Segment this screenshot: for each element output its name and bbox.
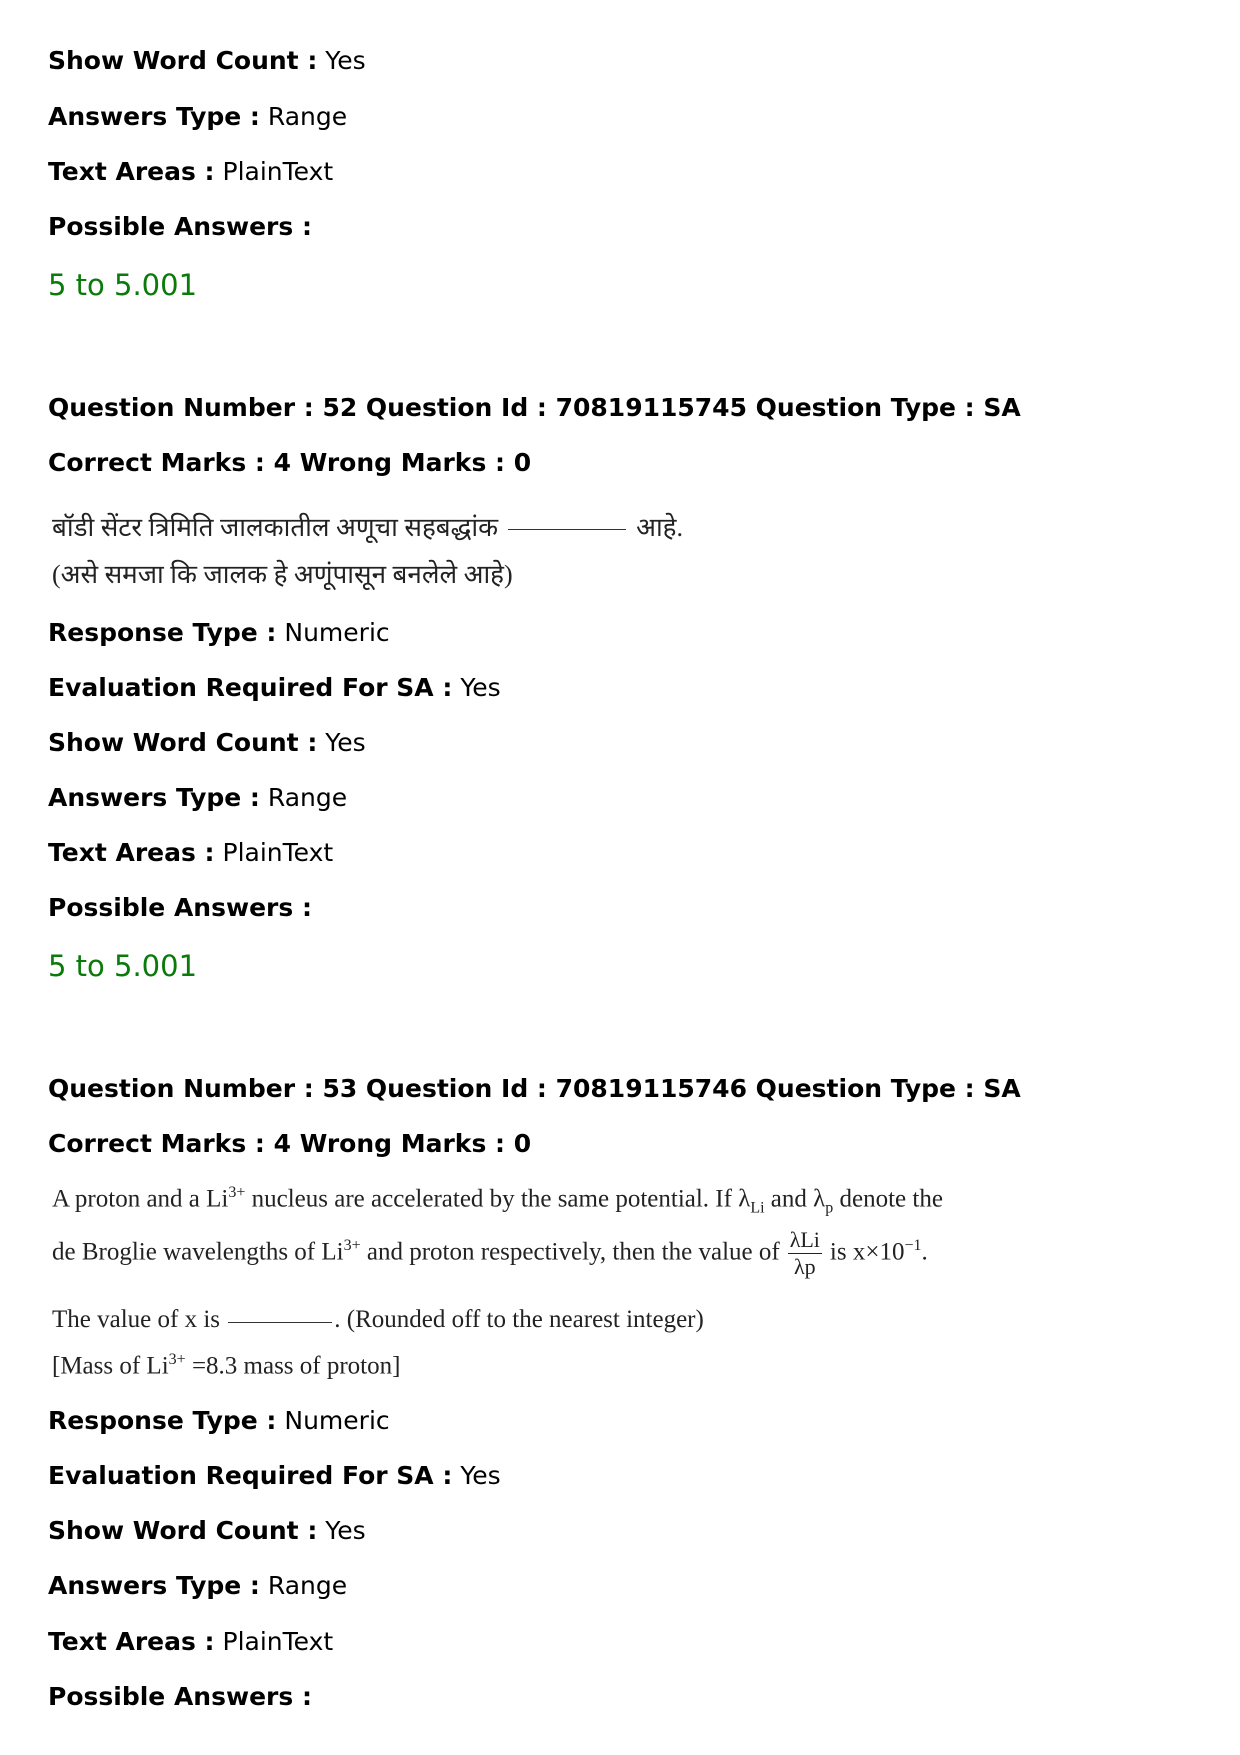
superscript: 3+ (343, 1237, 361, 1254)
evaluation-row (48, 671, 501, 705)
field-label: Show Word Count : (48, 1516, 318, 1545)
question-text-line (52, 506, 683, 550)
question-text: A proton and a Li (52, 1185, 229, 1213)
question-text: de Broglie wavelengths of Li (52, 1238, 344, 1266)
possible-answer-value: 5 to 5.001 (48, 949, 198, 983)
field-label: Show Word Count : (48, 46, 318, 75)
field-label: Possible Answers : (48, 893, 312, 922)
field-label: Text Areas : (48, 1627, 215, 1656)
response-type-row (48, 616, 390, 650)
field-label: Answers Type : (48, 783, 260, 812)
field-label: Possible Answers : (48, 212, 312, 241)
possible-answer-value: 5 to 5.001 (48, 268, 198, 302)
superscript: 3+ (228, 1184, 246, 1201)
question-text: बॉडी सेंटर त्रिमिति जालकातील अणूचा सहबद्धांक (52, 513, 499, 542)
field-label: Show Word Count : (48, 728, 318, 757)
show-word-count-row (48, 1514, 366, 1548)
field-label: Answers Type : (48, 102, 260, 131)
field-value: Range (267, 102, 348, 131)
question-text: आहे. (636, 513, 683, 542)
field-value: Yes (460, 1461, 501, 1490)
superscript: −1 (904, 1237, 922, 1254)
subscript: Li (750, 1199, 765, 1217)
field-label: Evaluation Required For SA : (48, 1461, 453, 1490)
question-text: is x×10 (829, 1238, 905, 1266)
question-text: . (921, 1238, 928, 1266)
answers-type-row (48, 781, 347, 815)
field-label: Response Type : (48, 618, 277, 647)
question-text: [Mass of Li (52, 1352, 169, 1380)
field-label: Possible Answers : (48, 1682, 312, 1711)
field-value: Yes (325, 728, 366, 757)
field-label: Response Type : (48, 1406, 277, 1435)
show-word-count-row (48, 726, 366, 760)
field-value: Numeric (284, 618, 390, 647)
field-value: Range (267, 783, 348, 812)
question-text: . (Rounded off to the nearest integer) (334, 1306, 704, 1333)
question-marks: Correct Marks : 4 Wrong Marks : 0 (48, 448, 532, 477)
question-text-line (52, 1342, 400, 1384)
field-value: Yes (325, 46, 366, 75)
field-label: Text Areas : (48, 838, 215, 867)
field-label: Answers Type : (48, 1571, 260, 1600)
answers-type-row (48, 100, 347, 134)
possible-answers-row (48, 891, 312, 925)
question-text: denote the (833, 1185, 943, 1213)
text-areas-row (48, 155, 333, 189)
question-text: and λ (764, 1185, 826, 1213)
question-text: nucleus are accelerated by the same potential. If λ (245, 1185, 751, 1213)
question-text-line (52, 1218, 928, 1280)
response-type-row (48, 1404, 390, 1438)
field-label: Text Areas : (48, 157, 215, 186)
fraction-numerator: λLi (789, 1227, 820, 1253)
question-header: Question Number : 52 Question Id : 70819115745 Question Type : SA (48, 393, 1021, 422)
field-value: Range (267, 1571, 348, 1600)
superscript: 3+ (168, 1351, 186, 1368)
fraction-denominator: λp (793, 1254, 816, 1280)
evaluation-row (48, 1459, 501, 1493)
question-header: Question Number : 53 Question Id : 70819115746 Question Type : SA (48, 1074, 1021, 1103)
field-value: PlainText (222, 1627, 334, 1656)
possible-answers-row (48, 1680, 312, 1714)
field-value: PlainText (222, 157, 334, 186)
field-value: PlainText (222, 838, 334, 867)
field-value: Yes (460, 673, 501, 702)
question-text-line (52, 1302, 704, 1338)
text-areas-row (48, 836, 333, 870)
answers-type-row (48, 1569, 347, 1603)
question-text-line: (असे समजा कि जालक हे अणूंपासून बनलेले आहे) (52, 560, 513, 589)
field-value: Numeric (284, 1406, 390, 1435)
question-text: The value of x is (52, 1306, 221, 1333)
subscript: p (825, 1199, 834, 1217)
question-marks: Correct Marks : 4 Wrong Marks : 0 (48, 1129, 532, 1158)
fraction (788, 1227, 822, 1280)
text-areas-row (48, 1625, 333, 1659)
possible-answers-row (48, 210, 312, 244)
answer-blank (228, 1322, 332, 1323)
show-word-count-row (48, 44, 366, 78)
answer-blank (508, 529, 626, 530)
field-value: Yes (325, 1516, 366, 1545)
question-text: =8.3 mass of proton] (185, 1352, 401, 1380)
field-label: Evaluation Required For SA : (48, 673, 453, 702)
question-text: and proton respectively, then the value of (360, 1238, 780, 1266)
